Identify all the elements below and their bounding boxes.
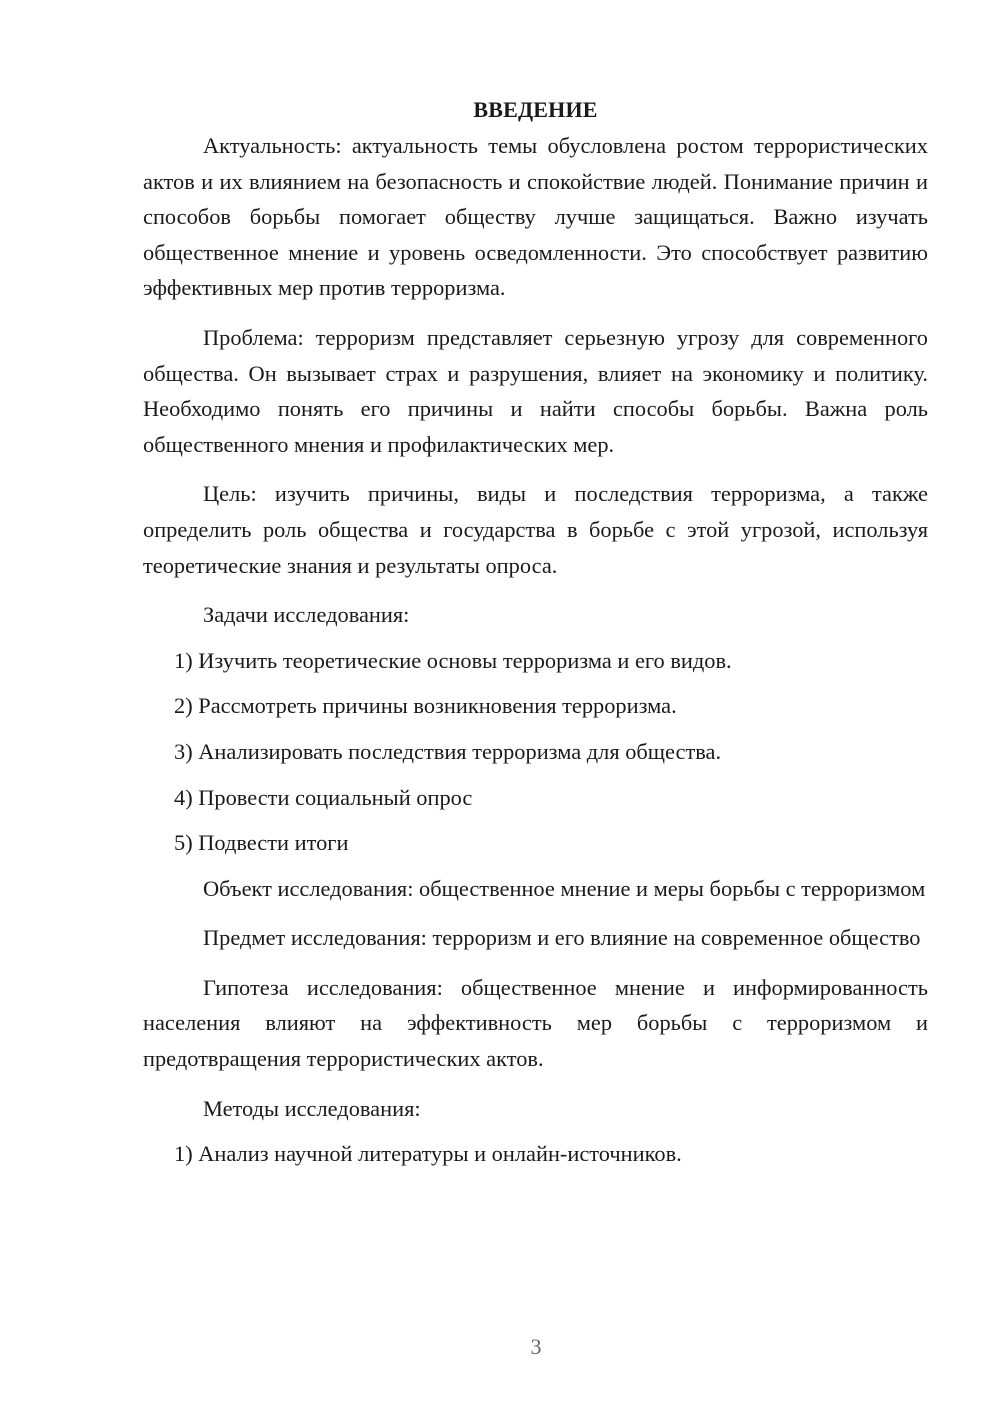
list-item: 3) Анализировать последствия терроризма для общества. [174,738,722,764]
methods-heading: Методы исследования: [203,1095,421,1121]
paragraph-problem: Проблема: терроризм представляет серьезную угрозу для современного общества. Он вызывает страх и разрушения, влияет на экономику и политику. Необходимо понять его причины и найти способы борьбы. Важна роль общественного мнения и профилактических мер. [143,324,928,457]
paragraph-object: Объект исследования: общественное мнение и меры борьбы с терроризмом [203,875,926,901]
methods-list [143,1136,928,1172]
paragraph-goal: Цель: изучить причины, виды и последствия терроризма, а также определить роль общества и государства в борьбе с этой угрозой, используя теоретические знания и результаты опроса. [143,481,928,578]
tasks-heading: Задачи исследования: [203,602,410,628]
paragraph-subject: Предмет исследования: терроризм и его влияние на современное общество [203,925,921,951]
list-item: 1) Анализ научной литературы и онлайн-источников. [174,1141,682,1167]
tasks-list [143,643,928,861]
list-item: 2) Рассмотреть причины возникновения терроризма. [174,693,677,719]
page-number: 3 [530,1334,542,1359]
list-item: 5) Подвести итоги [174,830,349,856]
document-page [143,92,928,1182]
paragraph-relevance: Актуальность: актуальность темы обусловлена ростом террористических актов и их влиянием на безопасность и спокойствие людей. Понимание причин и способов борьбы помогает обществу лучше защищаться. Важно изучать общественное мнение и уровень осведомленности. Это способствует развитию эффективных мер против терроризма. [143,133,928,301]
list-item: 1) Изучить теоретические основы терроризма и его видов. [174,647,732,673]
section-title: ВВЕДЕНИЕ [473,97,598,122]
paragraph-hypothesis: Гипотеза исследования: общественное мнение и информированность населения влияют на эффективность мер борьбы с терроризмом и предотвращения террористических актов. [143,974,928,1072]
list-item: 4) Провести социальный опрос [174,784,473,810]
